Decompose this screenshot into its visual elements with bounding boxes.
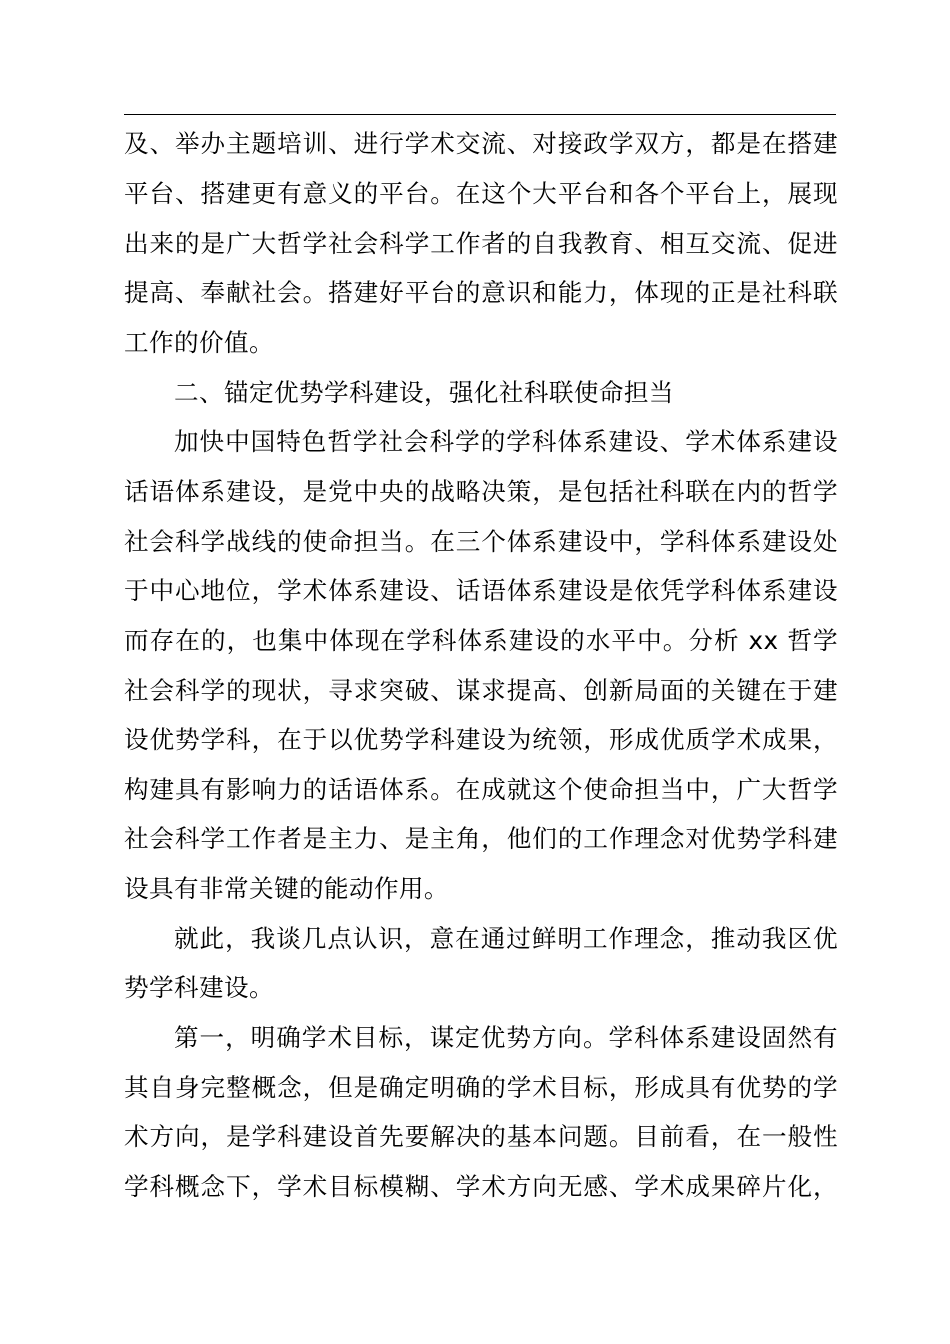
text-line: 工作的价值。 [124, 328, 274, 357]
text-line: 加快中国特色哲学社会科学的学科体系建设、学术体系建设 [174, 427, 838, 456]
text-line: 构建具有影响力的话语体系。在成就这个使命担当中，广大哲学 [124, 775, 838, 804]
text-line: 就此，我谈几点认识，意在通过鲜明工作理念，推动我区优 [174, 924, 838, 953]
text-line: 提高、奉献社会。搭建好平台的意识和能力，体现的正是社科联 [124, 278, 838, 307]
text-line: 于中心地位，学术体系建设、话语体系建设是依凭学科体系建设 [124, 576, 838, 605]
section-heading: 二、锚定优势学科建设，强化社科联使命担当 [174, 378, 674, 407]
text-line: 社会科学工作者是主力、是主角，他们的工作理念对优势学科建 [124, 824, 838, 853]
text-line: 平台、搭建更有意义的平台。在这个大平台和各个平台上，展现 [124, 179, 838, 208]
text-line: 势学科建设。 [124, 973, 274, 1002]
text-line: 第一，明确学术目标，谋定优势方向。学科体系建设固然有 [174, 1023, 838, 1052]
text-line: 术方向，是学科建设首先要解决的基本问题。目前看，在一般性 [124, 1122, 838, 1151]
text-line: 设优势学科，在于以优势学科建设为统领，形成优质学术成果， [124, 725, 838, 754]
text-line: 设具有非常关键的能动作用。 [124, 874, 449, 903]
text-line: 及、举办主题培训、进行学术交流、对接政学双方，都是在搭建 [124, 129, 838, 158]
text-line: 社会科学的现状，寻求突破、谋求提高、创新局面的关键在于建 [124, 676, 838, 705]
text-line: 学科概念下，学术目标模糊、学术方向无感、学术成果碎片化， [124, 1172, 838, 1201]
header-rule [124, 114, 836, 115]
text-line: 而存在的，也集中体现在学科体系建设的水平中。分析 xx 哲学 [124, 626, 838, 655]
text-line: 话语体系建设，是党中央的战略决策，是包括社科联在内的哲学 [124, 477, 838, 506]
text-line: 社会科学战线的使命担当。在三个体系建设中，学科体系建设处 [124, 527, 838, 556]
text-line: 其自身完整概念，但是确定明确的学术目标，形成具有优势的学 [124, 1073, 838, 1102]
text-line: 出来的是广大哲学社会科学工作者的自我教育、相互交流、促进 [124, 229, 838, 258]
